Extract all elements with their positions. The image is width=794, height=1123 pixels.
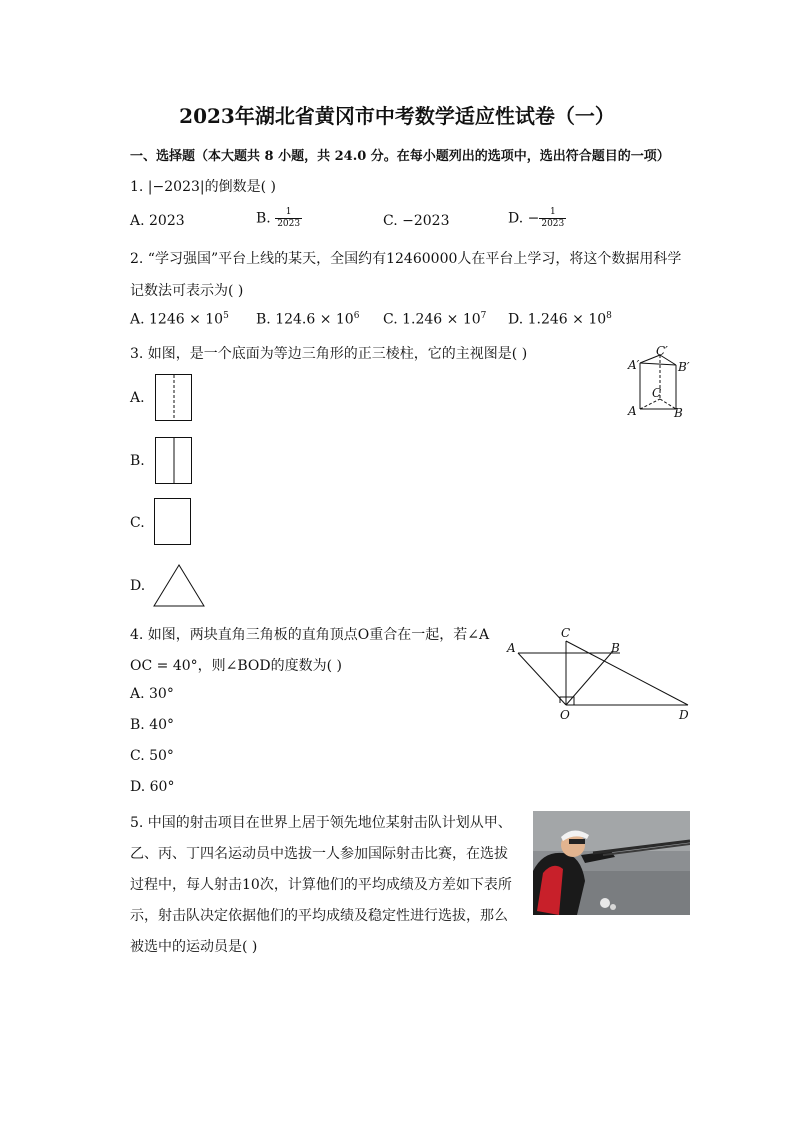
q1-option-c: C. −2023 [383, 213, 450, 229]
q2-option-b: B. $124.6 \times 10^6$ [256, 311, 360, 328]
q4-option-d: D. 60° [130, 779, 175, 795]
label-b: B [611, 641, 620, 655]
q3-option-d: D. [130, 578, 146, 594]
q3-option-a: A. [130, 390, 145, 406]
question-2-stem-line2: 记数法可表示为( ) [130, 283, 244, 299]
q3-option-d-figure [152, 562, 208, 608]
label-c: C [561, 626, 571, 640]
q3-option-b: B. [130, 453, 145, 469]
label-a: A [507, 641, 516, 655]
question-2-stem-line1: 2. “学习强国”平台上线的某天，全国约有12460000人在平台上学习，将这个数据用科学 [130, 251, 682, 267]
q3-option-c-figure [153, 497, 193, 547]
question-4-stem-line1: 4. 如图，两块直角三角板的直角顶点O重合在一起，若∠A [130, 627, 490, 643]
q1-option-b: B. $\frac{1}{2023}$ [256, 207, 301, 229]
shooter-photo [533, 811, 690, 915]
question-1-stem: 1. |−2023|的倒数是( ) [130, 179, 276, 195]
prism-figure [620, 343, 700, 423]
q1-option-d: D. − $\frac{1}{2023}$ [508, 207, 565, 229]
label-a1: A′ [628, 358, 640, 372]
q3-option-c: C. [130, 515, 145, 531]
label-d: D [679, 708, 689, 722]
label-c1: C′ [656, 344, 668, 358]
q3-option-a-figure [154, 373, 194, 423]
page-title: 2023年湖北省黄冈市中考数学适应性试卷（一） [179, 104, 615, 128]
q4-option-c: C. 50° [130, 748, 174, 764]
label-b: B [674, 406, 683, 420]
q1-option-a: A. 2023 [130, 213, 185, 229]
label-o: O [560, 708, 570, 722]
question-3-stem: 3. 如图，是一个底面为等边三角形的正三棱柱，它的主视图是( ) [130, 346, 528, 362]
label-c: C [652, 386, 662, 400]
q4-option-b: B. 40° [130, 717, 175, 733]
q2-option-a: A. $1246 \times 10^5$ [130, 311, 229, 328]
question-5-line4: 示，射击队决定依据他们的平均成绩及稳定性进行选拔，那么 [130, 908, 508, 924]
label-a: A [628, 404, 637, 418]
triangles-figure [503, 623, 698, 723]
q4-option-a: A. 30° [130, 686, 174, 702]
question-5-line5: 被选中的运动员是( ) [130, 939, 258, 955]
question-5-line2: 乙、丙、丁四名运动员中选拔一人参加国际射击比赛，在选拔 [130, 846, 508, 862]
label-b1: B′ [678, 360, 690, 374]
question-5-line3: 过程中，每人射击10次，计算他们的平均成绩及方差如下表所 [130, 877, 512, 893]
question-5-line1: 5. 中国的射击项目在世界上居于领先地位某射击队计划从甲、 [130, 815, 512, 831]
question-4-stem-line2: OC = 40°，则∠BOD的度数为( ) [130, 658, 342, 674]
section-heading: 一、选择题（本大题共 8 小题，共 24.0 分。在每小题列出的选项中，选出符合题目的一项） [130, 149, 670, 164]
q2-option-c: C. $1.246 \times 10^7$ [383, 311, 487, 328]
q3-option-b-figure [154, 436, 194, 486]
q2-option-d: D. $1.246 \times 10^8$ [508, 311, 612, 328]
